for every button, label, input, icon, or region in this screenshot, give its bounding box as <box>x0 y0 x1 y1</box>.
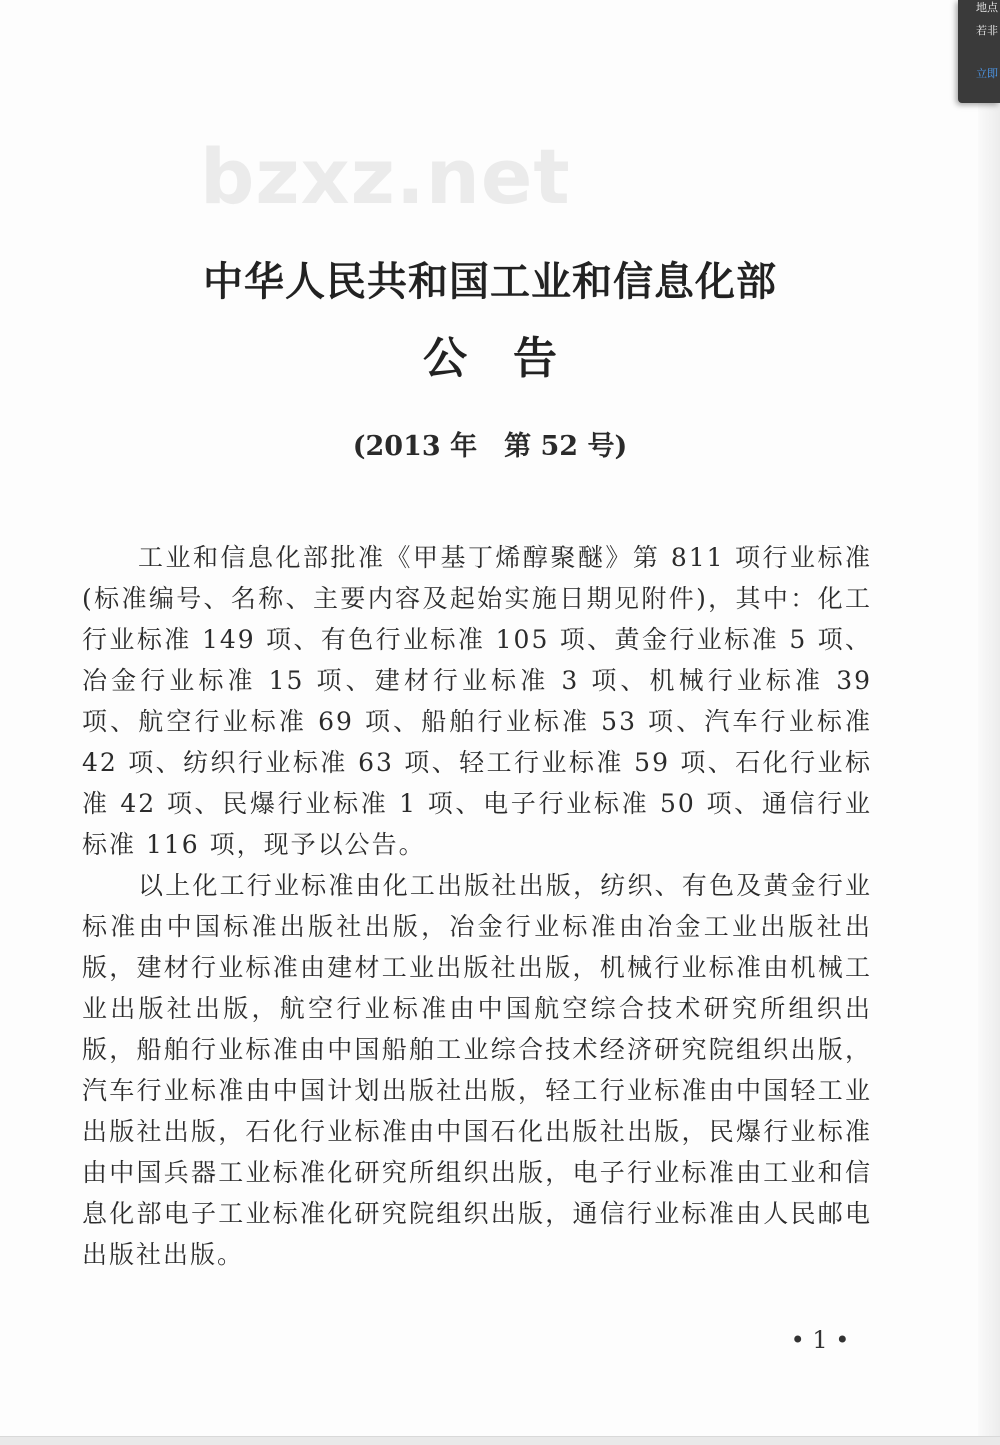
body-paragraph: 以上化工行业标准由化工出版社出版，纺织、有色及黄金行业标准由中国标准出版社出版，冶金行业标准由冶金工业出版社出版，建材行业标准由建材工业出版社出版，机械行业标准由机械工业出版社出版，航空行业标准由中国航空综合技术研究所组织出版，船舶行业标准由中国船舶工业综合技术经济研究院组织出版，汽车行业标准由中国计划出版社出版，轻工行业标准由中国轻工业出版社出版，石化行业标准由中国石化出版社出版，民爆行业标准由中国兵器工业标准化研究所组织出版，电子行业标准由工业和信息化部电子工业标准化研究院组织出版，通信行业标准由人民邮电出版社出版。 <box>82 871 872 1269</box>
notice-action-link[interactable]: 立即 <box>976 67 998 80</box>
document-number: (2013 年 第 52 号) <box>352 431 628 462</box>
notice-panel <box>958 0 1000 103</box>
page-edge-bottom <box>0 1436 1000 1445</box>
document-subtitle: 公告 <box>423 333 603 384</box>
notice-line: 若非 <box>976 24 998 37</box>
page-title: 中华人民共和国工业和信息化部 <box>203 259 777 305</box>
page-edge-right <box>978 0 1000 1445</box>
watermark: bzxz.net <box>200 132 571 221</box>
body-paragraph: 工业和信息化部批准《甲基丁烯醇聚醚》第 811 项行业标准(标准编号、名称、主要内容及起始实施日期见附件)，其中：化工行业标准 149 项、有色行业标准 105 项、黄金行业标准 5 项、冶金行业标准 15 项、建材行业标准 3 项、机械行业标准 39 项、航空行业标准 69 项、船舶行业标准 53 项、汽车行业标准 42 项、纺织行业标准 63 项、轻工行业标准 59 项、石化行业标准 42 项、民爆行业标准 1 项、电子行业标准 50 项、通信行业标准 116 项，现予以公告。 <box>82 543 872 859</box>
document-body <box>82 537 872 1275</box>
notice-line: 地点 <box>976 1 998 14</box>
page-number: • 1 • <box>790 1326 850 1354</box>
